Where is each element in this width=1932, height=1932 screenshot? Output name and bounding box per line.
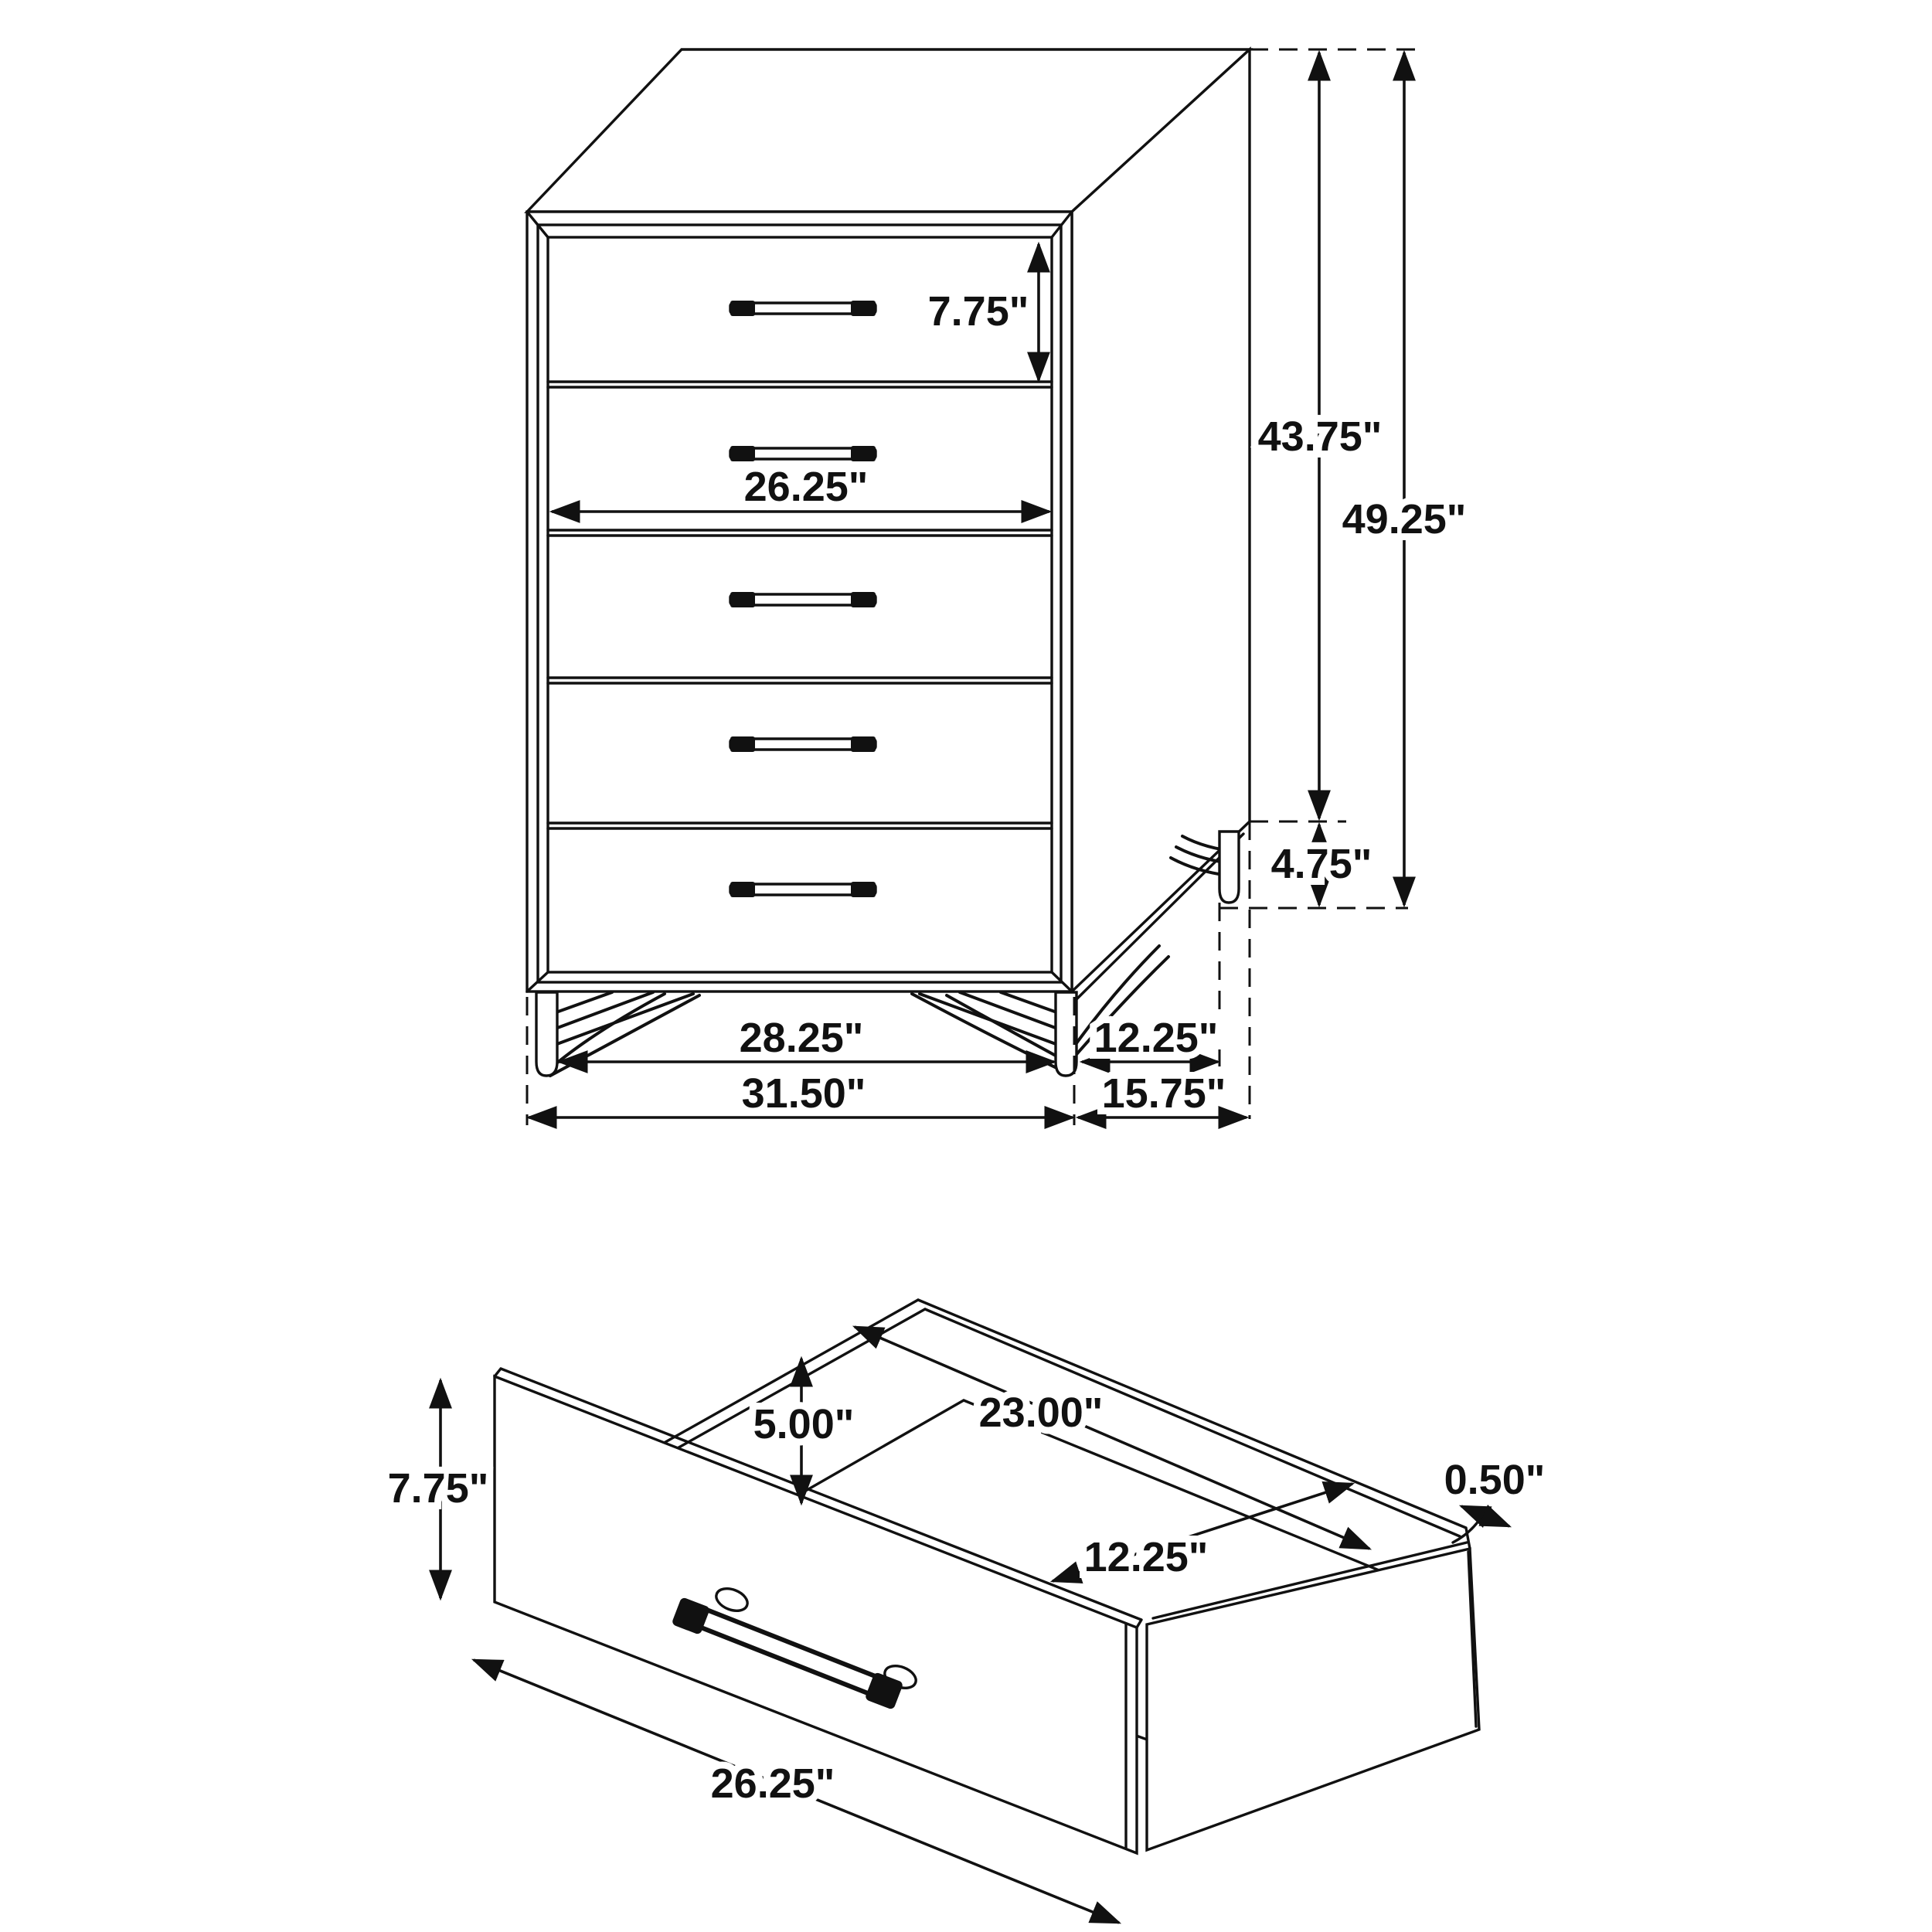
dim-chest-leg-height-label: 4.75" (1270, 841, 1372, 887)
dim-chest-drawer-front-height-label: 7.75" (927, 288, 1029, 335)
dim-drawer-inner-width-label: 12.25" (1083, 1534, 1209, 1580)
chest-back-right-foot (1219, 832, 1239, 903)
dim-drawer-inner-length-label: 23.00" (978, 1389, 1104, 1436)
dim-chest-drawer-width-label: 26.25" (743, 464, 869, 510)
drawer-side-panel (1147, 1543, 1479, 1850)
dim-drawer-front-width-label: 26.25" (710, 1760, 835, 1807)
dim-chest-front-leg-span-label: 28.25" (739, 1015, 864, 1061)
dim-drawer-front-height-label: 7.75" (387, 1465, 489, 1512)
chest-front-left-foot (536, 992, 557, 1076)
dim-chest-body-height-label: 43.75" (1257, 413, 1383, 460)
dim-chest-side-leg-span-label: 12.25" (1094, 1015, 1219, 1061)
chest-figure (527, 49, 1466, 1125)
dim-chest-overall-width-label: 31.50" (741, 1070, 866, 1117)
dim-drawer-inner-height-label: 5.00" (753, 1401, 855, 1447)
dim-drawer-panel-thickness-label: 0.50" (1444, 1457, 1546, 1503)
drawer-figure (388, 1300, 1546, 1923)
dim-chest-overall-height-label: 49.25" (1342, 496, 1467, 543)
dim-chest-overall-depth-label: 15.75" (1101, 1070, 1226, 1117)
